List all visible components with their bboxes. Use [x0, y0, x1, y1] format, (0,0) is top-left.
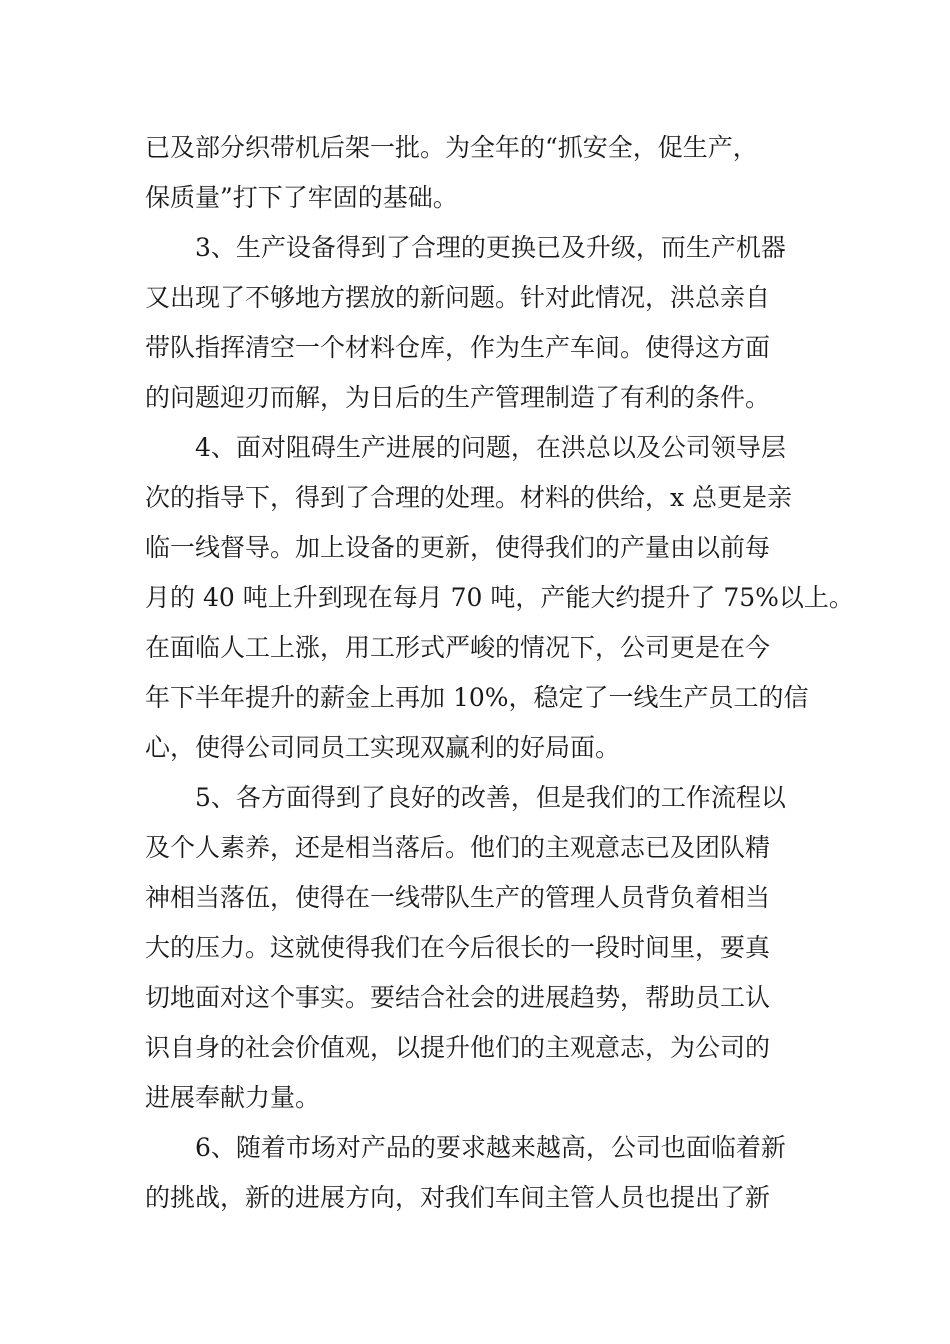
text-line: 临一线督导。加上设备的更新，使得我们的产量由以前每 [145, 533, 771, 562]
text-line: 次的指导下，得到了合理的处理。材料的供给，x 总更是亲 [145, 483, 793, 512]
text-line: 大的压力。这就使得我们在今后很长的一段时间里，要真 [145, 933, 771, 962]
text-line: 的问题迎刃而解，为日后的生产管理制造了有利的条件。 [145, 383, 771, 412]
text-line: 进展奉献力量。 [145, 1083, 321, 1112]
text-line: 已及部分织带机后架一批。为全年的“抓安全，促生产， [145, 133, 758, 162]
text-line: 3、生产设备得到了合理的更换已及升级，而生产机器 [195, 233, 786, 262]
text-line: 在面临人工上涨，用工形式严峻的情况下，公司更是在今 [145, 633, 771, 662]
paragraph-continuation [145, 123, 815, 223]
text-line: 带队指挥清空一个材料仓库，作为生产车间。使得这方面 [145, 333, 771, 362]
text-line: 6、随着市场对产品的要求越来越高，公司也面临着新 [195, 1133, 786, 1162]
paragraph-item-4 [145, 423, 854, 773]
text-line: 保质量”打下了牢固的基础。 [145, 183, 458, 212]
paragraph-item-6 [145, 1123, 815, 1223]
text-line: 的挑战，新的进展方向，对我们车间主管人员也提出了新 [145, 1183, 771, 1212]
paragraph-item-3 [145, 223, 815, 423]
text-line: 识自身的社会价值观，以提升他们的主观意志，为公司的 [145, 1033, 771, 1062]
text-line: 又出现了不够地方摆放的新问题。针对此情况，洪总亲自 [145, 283, 771, 312]
text-line: 神相当落伍，使得在一线带队生产的管理人员背负着相当 [145, 883, 771, 912]
text-line: 切地面对这个事实。要结合社会的进展趋势，帮助员工认 [145, 983, 771, 1012]
document-body [145, 123, 854, 1223]
text-line: 5、各方面得到了良好的改善，但是我们的工作流程以 [195, 783, 786, 812]
paragraph-item-5 [145, 773, 815, 1123]
text-line: 及个人素养，还是相当落后。他们的主观意志已及团队精 [145, 833, 771, 862]
text-line: 心，使得公司同员工实现双赢利的好局面。 [145, 733, 621, 762]
text-line: 年下半年提升的薪金上再加 10%，稳定了一线生产员工的信 [145, 683, 809, 712]
text-line: 4、面对阻碍生产进展的问题，在洪总以及公司领导层 [195, 433, 786, 462]
text-line: 月的 40 吨上升到现在每月 70 吨，产能大约提升了 75%以上。 [145, 583, 854, 612]
